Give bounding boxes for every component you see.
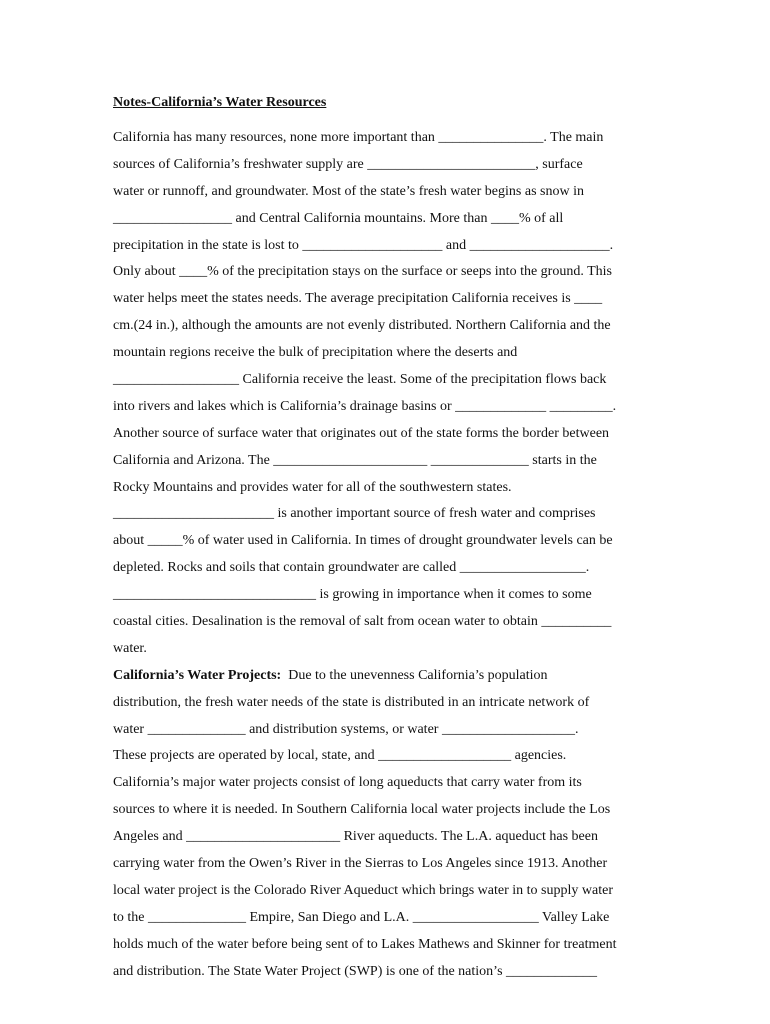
text-line: _____________________________ is growing in importance when it comes to some [113,587,592,603]
text-line: Angeles and ______________________ River aqueducts. The L.A. aqueduct has been [113,829,598,845]
text-line: into rivers and lakes which is California’s drainage basins or _____________ _________. [113,398,617,414]
page-title: Notes-California’s Water Resources [113,95,327,110]
text-line: water ______________ and distribution systems, or water ___________________. [113,721,579,737]
projects-paragraph-start [113,667,673,694]
text-line: distribution, the fresh water needs of the state is distributed in an intricate network of [113,694,590,710]
text-line: water. [113,640,147,656]
document-body [113,94,673,990]
text-line: and distribution. The State Water Project (SWP) is one of the nation’s _____________ [113,963,598,979]
text-line: sources of California’s freshwater supply are ________________________, surface [113,156,583,172]
text-line: Another source of surface water that originates out of the state forms the border between [113,425,610,441]
text-line: _______________________ is another important source of fresh water and comprises [113,506,596,522]
text-line: cm.(24 in.), although the amounts are not evenly distributed. Northern California and the [113,318,611,334]
text-line: These projects are operated by local, state, and ___________________ agencies. [113,748,567,764]
text-line: carrying water from the Owen’s River in the Sierras to Los Angeles since 1913. Another [113,856,608,872]
text-line: about _____% of water used in California. In times of drought groundwater levels can be [113,533,613,549]
projects-first-line: Due to the unevenness California’s population [281,667,548,683]
text-line: to the ______________ Empire, San Diego and L.A. __________________ Valley Lake [113,909,610,925]
text-line: coastal cities. Desalination is the removal of salt from ocean water to obtain __________ [113,614,612,630]
text-line: California has many resources, none more important than _______________. The main [113,130,604,145]
text-line: mountain regions receive the bulk of precipitation where the deserts and [113,345,518,361]
text-line: depleted. Rocks and soils that contain groundwater are called __________________. [113,560,590,576]
text-line: _________________ and Central California mountains. More than ____% of all [113,210,564,226]
text-line: Only about ____% of the precipitation stays on the surface or seeps into the ground. This [113,264,612,280]
text-line: precipitation in the state is lost to ____________________ and ____________________. [113,237,614,253]
text-line: __________________ California receive the least. Some of the precipitation flows back [113,372,607,388]
text-line: California’s major water projects consist of long aqueducts that carry water from its [113,775,582,791]
text-line: California and Arizona. The ______________________ ______________ starts in the [113,452,597,468]
text-line: Rocky Mountains and provides water for all of the southwestern states. [113,479,512,495]
text-line: sources to where it is needed. In Southern California local water projects include the Los [113,802,611,818]
text-line: water helps meet the states needs. The average precipitation California receives is ____ [113,291,603,307]
section-heading: California’s Water Projects: [113,667,282,683]
text-line: water or runnoff, and groundwater. Most of the state’s fresh water begins as snow in [113,183,584,199]
text-line: holds much of the water before being sent of to Lakes Mathews and Skinner for treatment [113,936,617,952]
text-line: local water project is the Colorado River Aqueduct which brings water in to supply water [113,882,613,898]
